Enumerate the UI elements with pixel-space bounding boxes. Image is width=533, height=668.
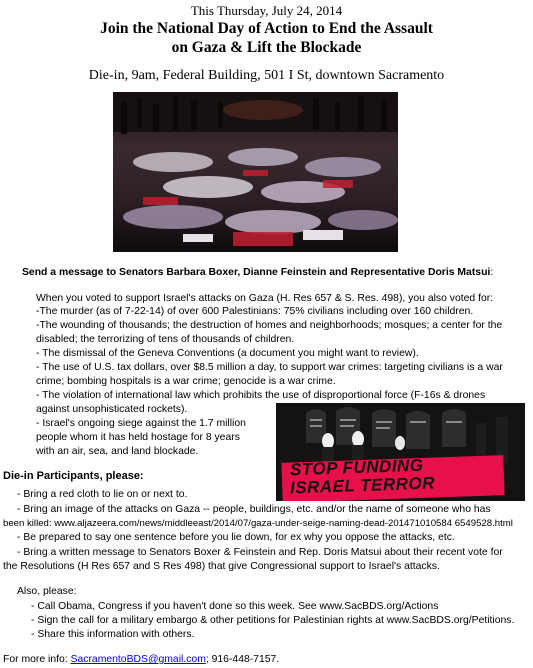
flyer-title-line2: on Gaza & Lift the Blockade bbox=[171, 39, 362, 56]
message-line: - The violation of international law which prohibits the use of disproportional force (F-16s & drones bbox=[36, 390, 486, 401]
message-line: -The murder (as of 7-22-14) of over 600 Palestinians: 75% civilians including over 160 children. bbox=[36, 306, 474, 317]
diein-line: the Resolutions (H Res 657 and S Res 498) that give Congressional support to Israel's attacks. bbox=[3, 561, 440, 572]
footer-contact bbox=[3, 653, 279, 666]
diein-heading: Die-in Participants, please: bbox=[3, 470, 144, 482]
message-line: - Israel's ongoing siege against the 1.7 million bbox=[36, 418, 246, 429]
message-line: against unsophisticated rockets). bbox=[36, 404, 188, 415]
sign-text-line1: STOP FUNDING bbox=[289, 455, 424, 480]
diein-line: - Bring a red cloth to lie on or next to. bbox=[17, 489, 188, 500]
event-date: This Thursday, July 24, 2014 bbox=[190, 3, 343, 18]
also-heading: Also, please: bbox=[17, 586, 77, 597]
also-line: - Call Obama, Congress if you haven't done so this week. See www.SacBDS.org/Actions bbox=[31, 601, 439, 612]
event-details: Die-in, 9am, Federal Building, 501 I St, downtown Sacramento bbox=[88, 68, 445, 83]
message-line: - The dismissal of the Geneva Conventions (a document you might want to review). bbox=[36, 348, 419, 359]
message-line: disabled; the terrorizing of tens of thousands of children. bbox=[36, 334, 295, 345]
diein-line: - Bring a written message to Senators Boxer & Feinstein and Rep. Doris Matsui about their recent vote for bbox=[17, 547, 503, 558]
die-in-protest-photo bbox=[113, 92, 398, 252]
message-line: with an air, sea, and land blockade. bbox=[36, 446, 199, 457]
footer-phone: ; 916-448-7157. bbox=[205, 654, 280, 665]
message-line: -The wounding of thousands; the destruction of homes and neighborhoods; mosques; a center for the bbox=[36, 320, 503, 331]
message-heading: Send a message to Senators Barbara Boxer, Dianne Feinstein and Representative Doris Matsui: bbox=[22, 267, 494, 278]
flyer-title-line1: Join the National Day of Action to End the Assault bbox=[100, 20, 433, 37]
footer-prefix: For more info: bbox=[3, 654, 71, 665]
also-line: - Share this information with others. bbox=[31, 629, 195, 640]
email-link[interactable]: SacramentoBDS@gmail.com bbox=[70, 654, 206, 665]
message-line: people whom it has held hostage for 8 years bbox=[36, 432, 240, 443]
diein-line: - Bring an image of the attacks on Gaza -- people, buildings, etc. and/or the name of someone who has bbox=[17, 504, 491, 515]
diein-line: been killed: www.aljazeera.com/news/middleeast/2014/07/gaza-under-seige-naming-dead-201471010584 6549528.html bbox=[3, 518, 513, 529]
message-line: crime; bombing hospitals is a war crime; genocide is a war crime. bbox=[36, 376, 336, 387]
stop-funding-sign-photo bbox=[276, 403, 525, 501]
message-line: - The use of U.S. tax dollars, over $8.5 million a day, to support war crimes: targeting civilians is a war bbox=[36, 362, 503, 373]
flyer-title bbox=[0, 19, 533, 57]
message-line: When you voted to support Israel's attacks on Gaza (H. Res 657 & S. Res. 498), you also voted for: bbox=[36, 293, 494, 304]
sign-text-line2: ISRAEL TERROR bbox=[289, 473, 436, 498]
also-line: - Sign the call for a military embargo & other petitions for Palestinian rights at www.SacBDS.org/Petitions. bbox=[31, 615, 515, 626]
diein-line: - Be prepared to say one sentence before you lie down, for ex why you oppose the attacks, etc. bbox=[17, 532, 455, 543]
